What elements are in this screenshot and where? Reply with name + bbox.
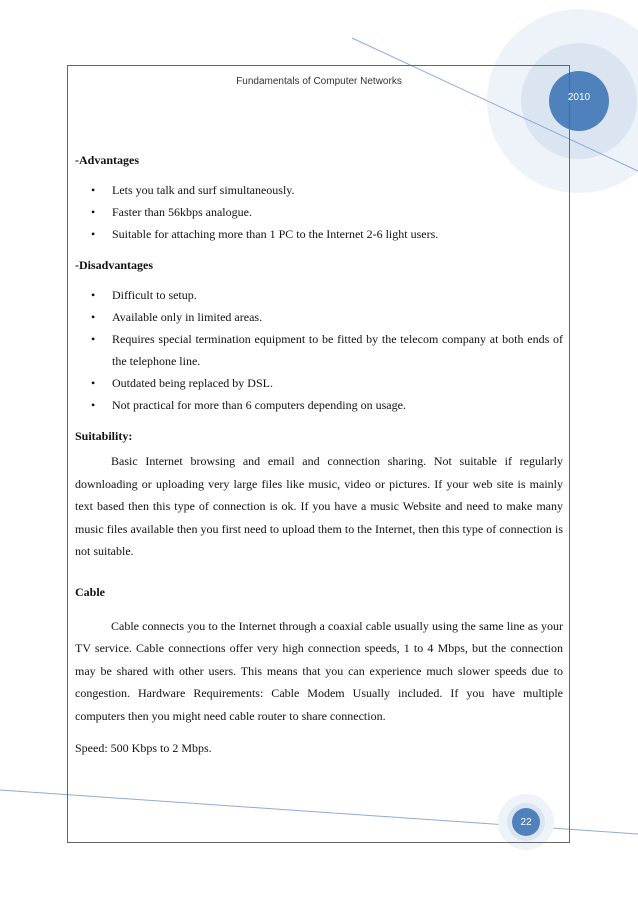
list-item: • Not practical for more than 6 computers depending on usage. <box>75 394 563 416</box>
list-item: • Available only in limited areas. <box>75 306 563 328</box>
list-item: • Faster than 56kbps analogue. <box>75 201 563 223</box>
list-item: • Suitable for attaching more than 1 PC to the Internet 2-6 light users. <box>75 223 563 245</box>
year-badge: 2010 <box>567 92 591 103</box>
list-item: • Difficult to setup. <box>75 284 563 306</box>
cable-heading: Cable <box>75 584 105 599</box>
list-item: • Lets you talk and surf simultaneously. <box>75 179 563 201</box>
cable-paragraph: Cable connects you to the Internet through a coaxial cable usually using the same line as your TV service. Cable connections offer very high connection speeds, 1 to 4 Mbps, but the connection may be shared with other users. This means that you can experience much slower speeds due to congestion. Hardware Requirements: Cable Modem Usually included. If you have multiple computers then you might need cable router to share connection. <box>75 618 563 723</box>
suitability-heading: Suitability: <box>75 429 133 443</box>
page-header-title: Fundamentals of Computer Networks <box>236 76 402 87</box>
cable-speed: Speed: 500 Kbps to 2 Mbps. <box>75 741 212 755</box>
list-item: • Requires special termination equipment to be fitted by the telecom company at both ends of the telephone line. <box>75 328 563 372</box>
list-item: • Outdated being replaced by DSL. <box>75 372 563 394</box>
document-body <box>75 149 563 759</box>
disadvantages-list <box>75 284 563 416</box>
advantages-heading: -Advantages <box>75 153 140 167</box>
page-number: 22 <box>520 817 532 828</box>
advantages-list <box>75 179 563 245</box>
suitability-paragraph: Basic Internet browsing and email and connection sharing. Not suitable if regularly downloading or uploading very large files like music, video or pictures. If your web site is mainly text based then this type of connection is ok. If you have a music Website and need to make many music files available then you first need to upload them to the Internet, then this type of connection is not suitable. <box>75 454 563 558</box>
disadvantages-heading: -Disadvantages <box>75 258 154 272</box>
